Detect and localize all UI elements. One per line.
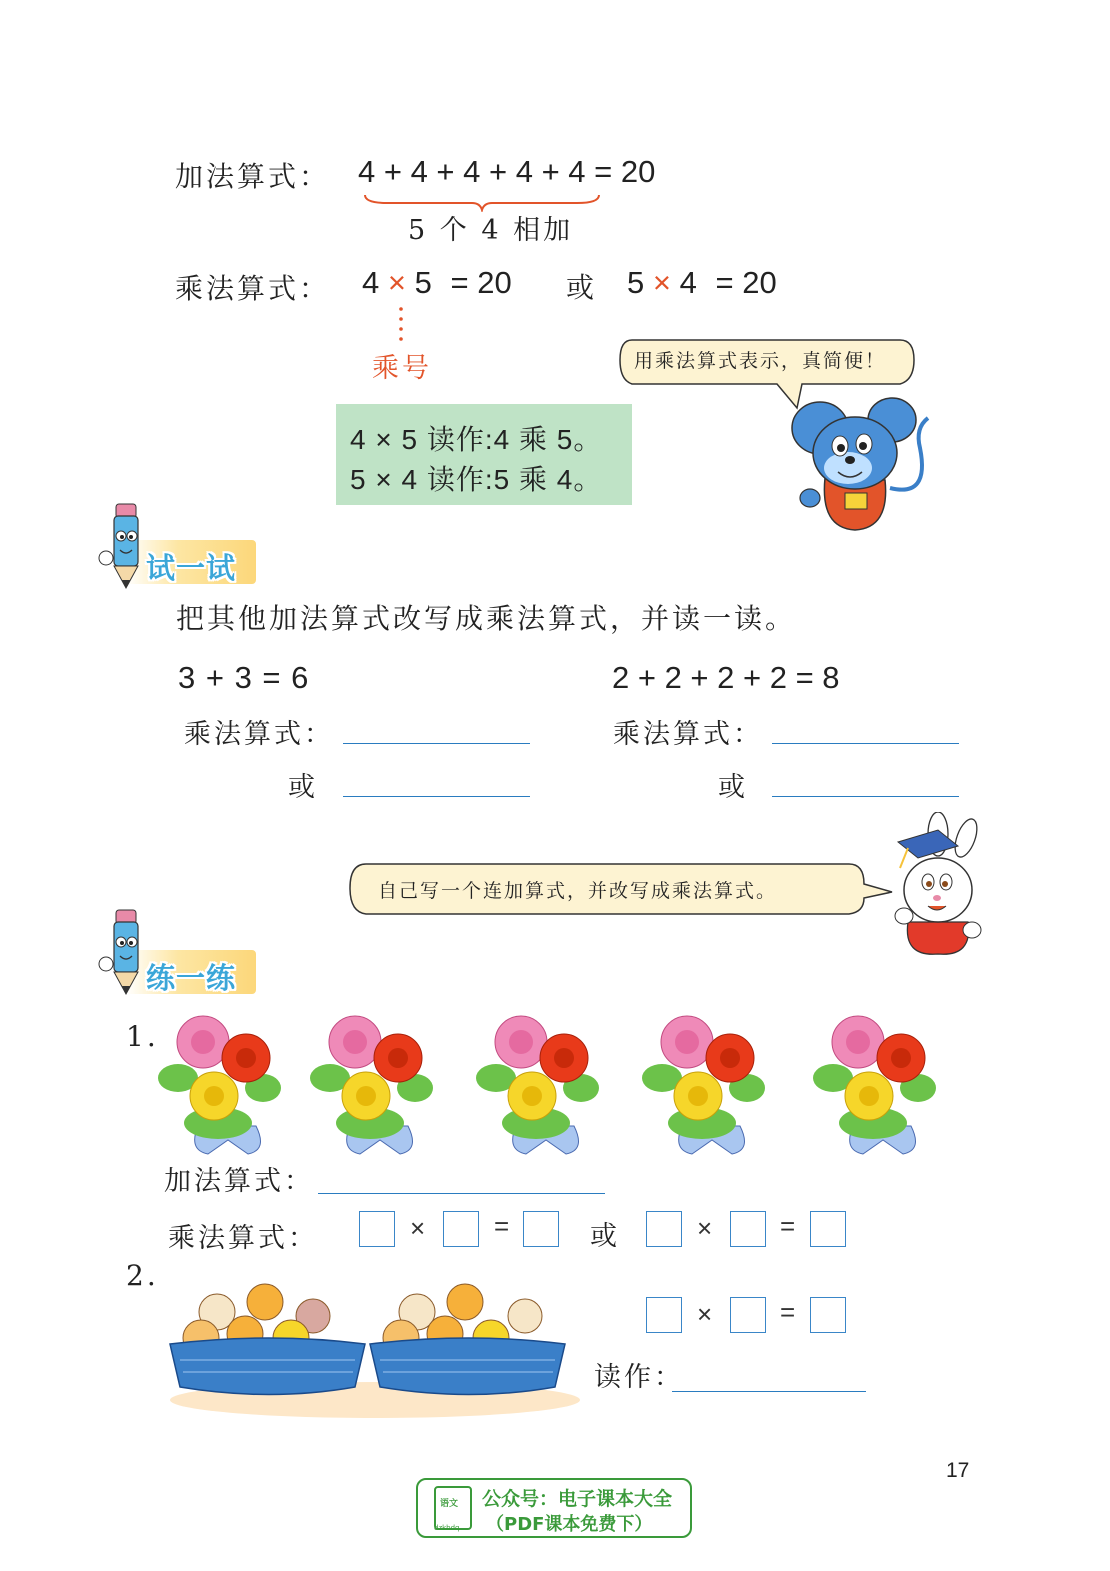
try-left-expression: 3 + 3 = 6	[178, 660, 309, 695]
factor: 4	[679, 265, 697, 300]
reading-note-box	[336, 404, 632, 505]
multiplication-label: 乘法算式：	[175, 272, 331, 305]
q1-addition-answer-line[interactable]	[318, 1193, 605, 1194]
reading-line-2: 5 × 4 读作:5 乘 4。	[350, 464, 603, 495]
practice-section-badge	[96, 906, 256, 998]
mouse-bubble-text: 用乘法算式表示，真简便！	[634, 350, 887, 372]
q2-answer-box[interactable]	[810, 1297, 846, 1333]
times-sign: ×	[697, 1299, 713, 1329]
times-sign: ×	[652, 265, 671, 300]
try-right-answer-line-1[interactable]	[772, 743, 959, 744]
times-sign: ×	[410, 1213, 426, 1243]
q1-mult-label: 乘法算式：	[168, 1223, 318, 1254]
q1-add-label: 加法算式：	[164, 1166, 314, 1197]
multiplication-expr-2	[627, 265, 777, 301]
addition-expression	[358, 154, 655, 190]
q1-answer-box[interactable]	[730, 1211, 766, 1247]
multiplication-sign-label: 乘号	[372, 353, 432, 384]
try-instruction: 把其他加法算式改写成乘法算式，并读一读。	[176, 602, 797, 635]
times-sign: ×	[697, 1213, 713, 1243]
try-left-mult-label: 乘法算式：	[184, 719, 334, 750]
question-1-number: 1.	[126, 1020, 159, 1053]
kitten-basket	[370, 1284, 565, 1395]
q2-reading-answer-line[interactable]	[672, 1391, 866, 1392]
q1-answer-box[interactable]	[810, 1211, 846, 1247]
q2-answer-box[interactable]	[730, 1297, 766, 1333]
factor: 5	[414, 265, 432, 300]
addition-label: 加法算式：	[175, 160, 331, 193]
flower-bouquet-icon	[642, 1008, 767, 1158]
flower-bouquet-icon	[310, 1008, 435, 1158]
flower-bouquet-icon	[813, 1008, 938, 1158]
try-section-title: 试一试	[146, 551, 237, 585]
rabbit-character-illustration	[878, 812, 988, 957]
or-word: 或	[566, 271, 598, 304]
q1-answer-box[interactable]	[646, 1211, 682, 1247]
flower-bouquet-icon	[476, 1008, 601, 1158]
question-2-number: 2.	[126, 1259, 159, 1292]
addition-result: = 20	[594, 154, 656, 189]
multiplication-expr-1	[362, 265, 512, 301]
try-left-or: 或	[288, 772, 318, 803]
dotted-pointer	[396, 305, 406, 345]
rabbit-bubble-text: 自己写一个连加算式，并改写成乘法算式。	[378, 880, 778, 902]
watermark-line-1: 公众号：电子课本大全	[482, 1488, 673, 1510]
q1-or: 或	[590, 1221, 620, 1252]
factor: 4	[362, 265, 380, 300]
try-left-answer-line-2[interactable]	[343, 796, 530, 797]
try-right-expression: 2 + 2 + 2 + 2 = 8	[612, 660, 840, 695]
times-sign: ×	[387, 265, 406, 300]
book-icon-text: 语文	[440, 1499, 459, 1509]
product: = 20	[450, 265, 512, 300]
watermark-icon-sub: dzkbdq	[434, 1524, 460, 1532]
practice-section-title: 练一练	[146, 961, 237, 995]
try-left-answer-line-1[interactable]	[343, 743, 530, 744]
flower-bouquets-row	[158, 1008, 948, 1158]
product: = 20	[715, 265, 777, 300]
addition-terms: 4 + 4 + 4 + 4 + 4	[358, 154, 586, 189]
equals-sign: =	[780, 1211, 796, 1241]
q1-answer-box[interactable]	[443, 1211, 479, 1247]
q1-answer-box[interactable]	[523, 1211, 559, 1247]
q2-read-label: 读作：	[594, 1362, 684, 1393]
reading-line-1: 4 × 5 读作:4 乘 5。	[350, 424, 603, 455]
try-section-badge	[96, 500, 256, 592]
try-right-or: 或	[718, 772, 748, 803]
kitten-basket	[170, 1284, 365, 1395]
q1-answer-box[interactable]	[359, 1211, 395, 1247]
try-right-answer-line-2[interactable]	[772, 796, 959, 797]
watermark-line-2: （PDF课本免费下）	[486, 1514, 653, 1535]
watermark-badge	[416, 1478, 692, 1538]
brace-note: 5 个 4 相加	[408, 215, 574, 246]
try-right-mult-label: 乘法算式：	[613, 719, 763, 750]
q2-answer-box[interactable]	[646, 1297, 682, 1333]
equals-sign: =	[494, 1211, 510, 1241]
mouse-character-illustration	[780, 388, 930, 533]
page-number: 17	[946, 1459, 970, 1482]
kittens-in-baskets-illustration	[165, 1272, 585, 1420]
equals-sign: =	[780, 1297, 796, 1327]
flower-bouquet-icon	[158, 1008, 283, 1158]
factor: 5	[627, 265, 645, 300]
